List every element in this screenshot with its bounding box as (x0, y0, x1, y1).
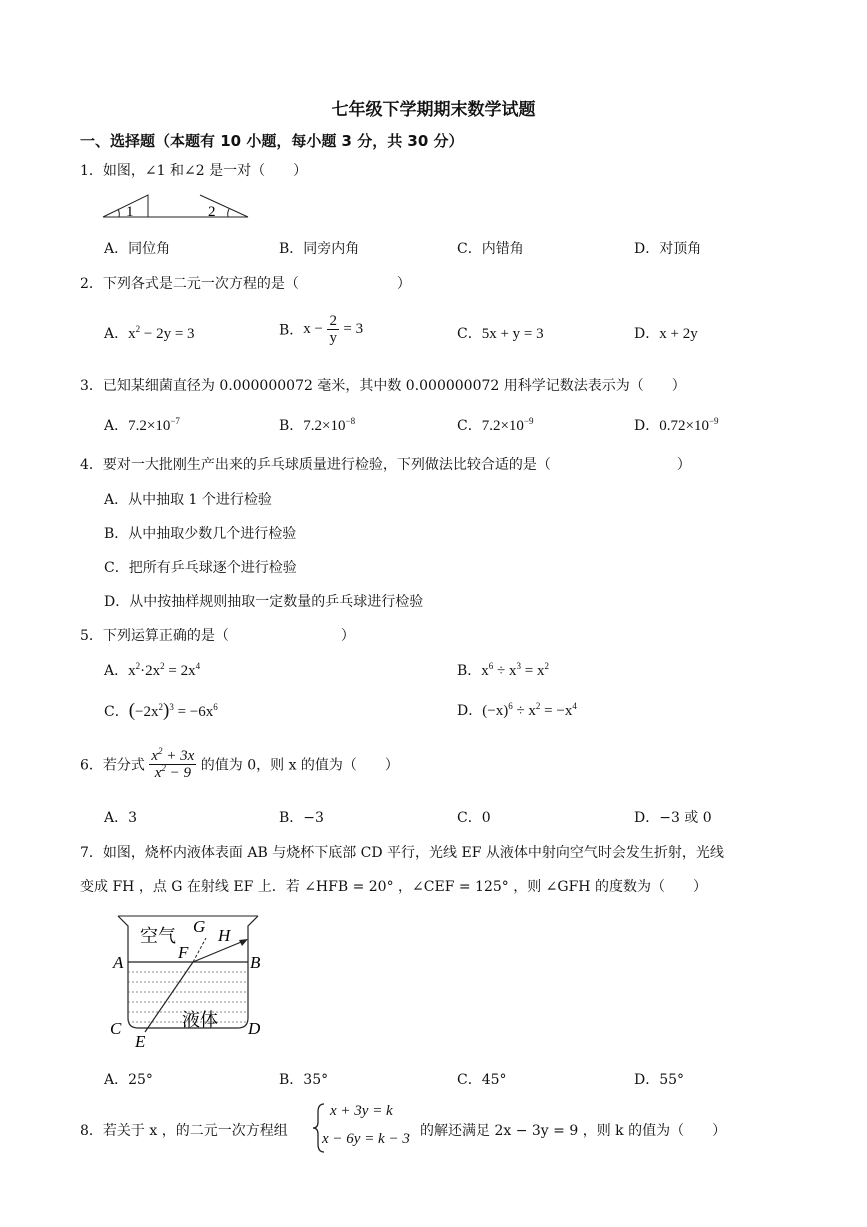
q2-option-c (457, 323, 544, 343)
q7-beaker-figure (100, 910, 270, 1050)
q4-option-c: C．把所有乒乓球逐个进行检验 (104, 560, 297, 576)
q7-option-a: A．25° (104, 1072, 153, 1088)
q6-option-c: C．0 (457, 810, 491, 826)
q2-stem: 2．下列各式是二元一次方程的是（ ） (80, 276, 411, 292)
point-b-label: B (250, 953, 261, 972)
option-label: A． (104, 326, 129, 342)
q1-option-d: D．对顶角 (634, 241, 702, 257)
q1-stem: 1．如图，∠1 和∠2 是一对（ ） (80, 163, 308, 179)
q4-option-d: D．从中按抽样规则抽取一定数量的乒乓球进行检验 (104, 594, 424, 610)
q6-fraction (149, 748, 196, 781)
q6-stem-post: 的值为 0，则 x 的值为（ ） (200, 757, 399, 774)
option-label: C． (457, 418, 482, 434)
q5-option-b (457, 660, 549, 680)
q2-b-numerator: 2 (329, 313, 337, 329)
q6-option-b: B．−3 (279, 810, 324, 826)
ray-fg-extension (193, 938, 206, 962)
q2-b-pre: x − (303, 321, 324, 337)
option-label: B． (457, 663, 482, 679)
option-label: B． (279, 418, 304, 434)
q5-option-a (104, 660, 200, 680)
point-c-label: C (110, 1019, 122, 1038)
q2-b-denominator: y (329, 330, 337, 346)
point-h-label: H (218, 926, 231, 945)
q6-option-d: D．−3 或 0 (634, 810, 712, 826)
q6-numerator: $x^2 + 3x$ (151, 746, 195, 764)
option-label: A． (104, 418, 129, 434)
ray-fh-arrowhead (239, 939, 248, 946)
liquid-label: 液体 (182, 1010, 218, 1031)
q7-stem-line2: 变成 FH ，点 G 在射线 EF 上．若 ∠HFB = 20° ，∠CEF = 125° ，则 ∠GFH 的度数为（ ） (80, 879, 707, 895)
q6-denominator: $x^2 - 9$ (154, 763, 191, 781)
q2-b-fraction (327, 313, 339, 346)
q6-stem (80, 748, 399, 781)
q5-c-expr: $(-2x^2)^3 = -6x^6$ (128, 700, 218, 721)
q3-d-base: 0.72×10 (659, 418, 709, 434)
q3-a-exponent: −7 (170, 416, 180, 426)
q1-option-b: B．同旁内角 (279, 241, 360, 257)
air-label: 空气 (140, 926, 176, 947)
q6-option-a: A．3 (104, 810, 138, 826)
q8-stem-pre: 8．若关于 x ，的二元一次方程组 (80, 1123, 288, 1139)
q8-stem-post: 的解还满足 2x − 3y = 9 ，则 k 的值为（ ） (420, 1123, 727, 1139)
q3-b-base: 7.2×10 (303, 418, 346, 434)
q1-angle1-label: 1 (126, 204, 134, 220)
q3-b-exponent: −8 (345, 416, 356, 426)
q2-c-expr: 5x + y = 3 (481, 326, 544, 342)
option-label: D． (634, 326, 660, 342)
q3-option-b (279, 415, 355, 435)
point-e-label: E (135, 1032, 146, 1050)
q3-c-base: 7.2×10 (481, 418, 524, 434)
q3-option-d (634, 415, 719, 435)
q5-option-d (457, 700, 577, 720)
q5-option-c (104, 700, 218, 722)
point-a-label: A (113, 953, 124, 972)
q4-option-a: A．从中抽取 1 个进行检验 (104, 492, 272, 508)
option-label: D． (634, 418, 660, 434)
q3-d-exponent: −9 (708, 416, 719, 426)
q5-stem: 5．下列运算正确的是（ ） (80, 628, 355, 644)
q3-a-base: 7.2×10 (128, 418, 171, 434)
q7-stem-line1: 7．如图，烧杯内液体表面 AB 与烧杯下底部 CD 平行，光线 EF 从液体中射向空气时会发生折射，光线 (80, 845, 724, 861)
q4-stem: 4．要对一大批刚生产出来的乒乓球质量进行检验，下列做法比较合适的是（ ） (80, 457, 691, 473)
q5-a-expr: $x^2\cdot 2x^2 = 2x^4$ (128, 661, 201, 679)
q1-angle2-arc (228, 209, 229, 217)
q2-option-a: A．$x^2 - 2y = 3$ (104, 324, 195, 342)
q3-option-a (104, 415, 180, 435)
q2-a-term: x (128, 326, 136, 342)
point-f-label: F (178, 943, 189, 962)
q1-option-c: C．内错角 (457, 241, 524, 257)
option-label: C． (457, 326, 482, 342)
point-g-label: G (193, 917, 206, 936)
q1-angle2-label: 2 (208, 204, 216, 220)
q3-stem: 3．已知某细菌直径为 0.000000072 毫米，其中数 0.000000072 用科学记数法表示为（ ） (80, 378, 686, 394)
q6-stem-pre: 6．若分式 (80, 757, 145, 774)
q5-b-expr: $x^6 \div x^3 = x^2$ (481, 661, 549, 679)
q7-option-c: C．45° (457, 1072, 507, 1088)
q8-equation-2: x − 6y = k − 3 (322, 1131, 410, 1147)
q1-angle1-arc (118, 209, 119, 217)
q8-equation-1: x + 3y = k (330, 1103, 393, 1119)
option-label: D． (457, 703, 483, 719)
option-label: C． (104, 704, 129, 720)
page-title: 七年级下学期期末数学试题 (331, 100, 536, 120)
q7-option-d: D．55° (634, 1072, 685, 1088)
option-label: A． (104, 663, 129, 679)
point-d-label: D (248, 1019, 261, 1038)
q2-option-d (634, 323, 698, 343)
q2-b-post: = 3 (343, 321, 364, 337)
q2-option-b (279, 313, 363, 346)
q3-option-c (457, 415, 534, 435)
option-label: B． (279, 322, 304, 339)
section-heading: 一、选择题（本题有 10 小题，每小题 3 分，共 30 分） (80, 132, 464, 150)
q1-angle-figure (100, 192, 252, 224)
q7-option-b: B．35° (279, 1072, 329, 1088)
q1-option-a: A．同位角 (104, 241, 171, 257)
q2-a-rest: − 2y = 3 (140, 326, 195, 342)
q4-option-b: B．从中抽取少数几个进行检验 (104, 526, 297, 542)
q5-d-expr: $(-x)^6 \div x^2 = -x^4$ (482, 701, 577, 719)
q3-c-exponent: −9 (523, 416, 534, 426)
q2-d-expr: x + 2y (659, 326, 698, 342)
